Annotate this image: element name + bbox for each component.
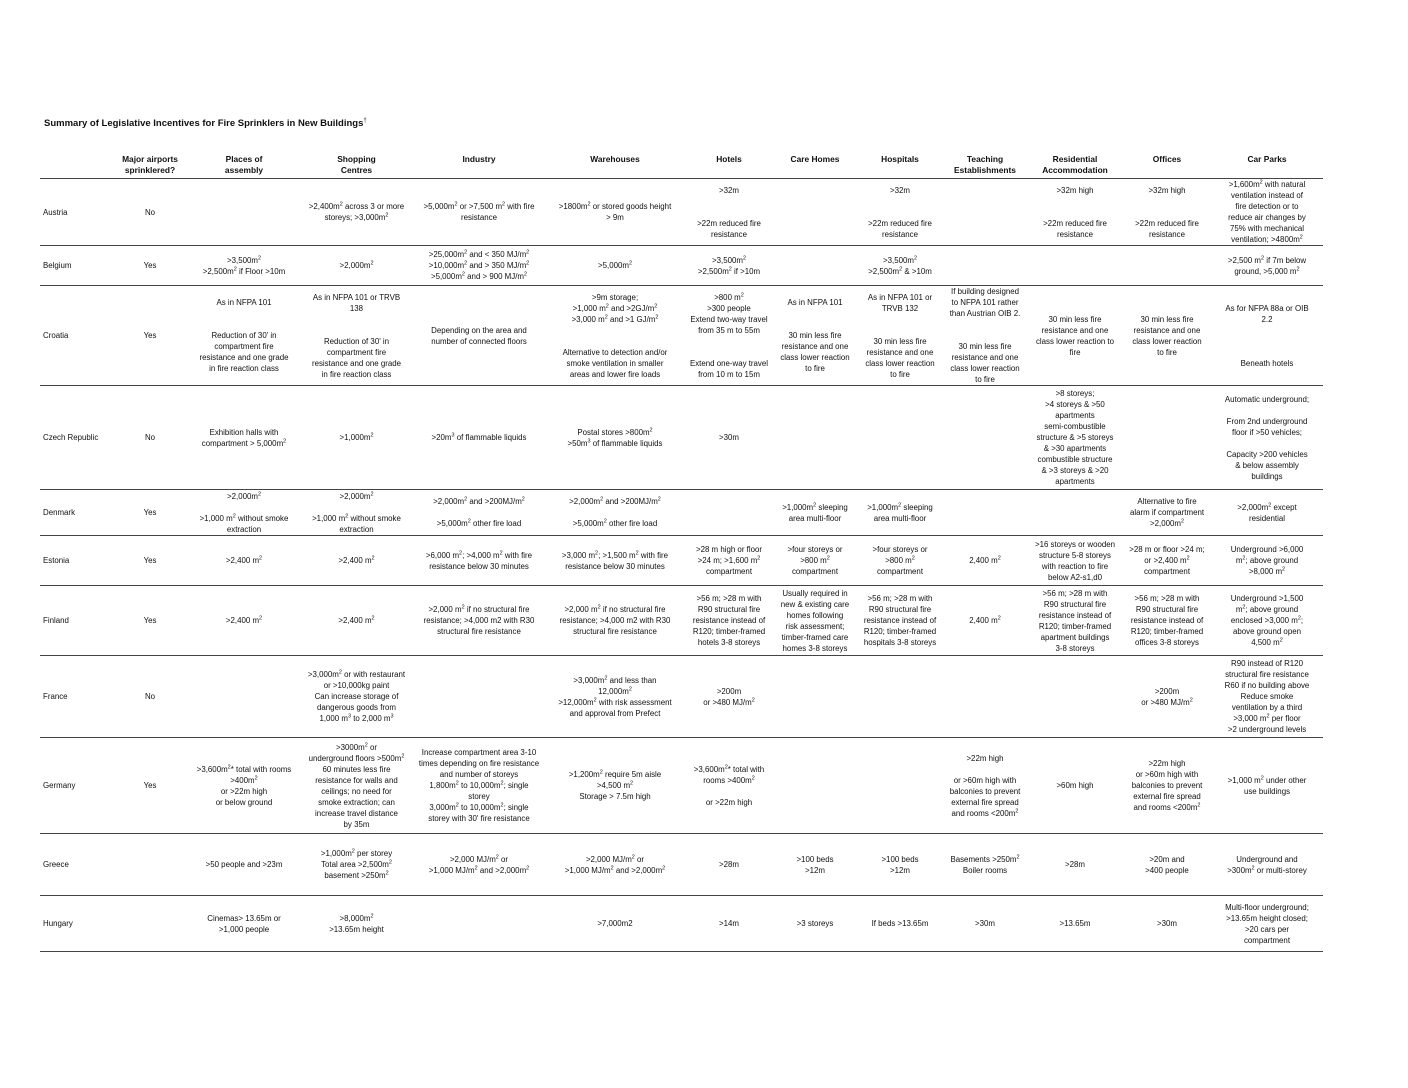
table-cell <box>545 179 685 246</box>
table-cell <box>1027 656 1123 738</box>
table-cell <box>773 834 857 896</box>
cell-text: >16 storeys or wooden structure 5-8 storeys with reaction to fire below A2-s1,d0 <box>1034 539 1116 582</box>
title-text: Summary of Legislative Incentives for Fire Sprinklers in New Buildings <box>44 118 364 129</box>
cell-text: Postal stores $>800m^2$ $>50m^3$ of flammable liquids <box>567 426 663 448</box>
table-cell <box>112 386 188 490</box>
cell-text: Yes <box>143 616 157 625</box>
cell-text: >28 m high or floor >24 m; >1,600 $m^2$ compartment <box>695 545 762 576</box>
country-cell: France <box>40 656 112 738</box>
cell-text: $>3,000m^2$ and less than $12,000m^2$ $>12,000m^2$ with risk assessment and approval from Prefect <box>558 674 672 718</box>
table-cell <box>1211 834 1323 896</box>
table-cell <box>1027 286 1123 386</box>
cell-text: >30m <box>719 433 739 442</box>
country-cell: Denmark <box>40 490 112 536</box>
table-cell <box>1027 386 1123 490</box>
cell-text: No <box>144 692 156 701</box>
cell-text: >2,400 $m^2$ <box>225 555 263 565</box>
cell-text: $>1,000m^2$ per storey Total area $>2,500m^2$ basement $>250m^2$ <box>320 848 393 880</box>
column-header: Residential Accommodation <box>1042 154 1108 175</box>
cell-text: >22m high or >60m high with balconies to prevent external fire spread and rooms $<200m^2$ <box>1131 759 1203 812</box>
table-cell <box>413 896 545 952</box>
table-cell <box>188 246 300 286</box>
table-cell <box>857 386 943 490</box>
cell-text: Underground and $>300m^2$ or multi-storey <box>1227 854 1307 875</box>
table-cell <box>943 246 1027 286</box>
title-footnote-mark: † <box>363 117 367 124</box>
cell-text: Yes <box>143 508 157 517</box>
table-cell <box>413 656 545 738</box>
cell-text: $>3,600m^2*$ total with rooms $>400m^2$ or >22m high or below ground <box>196 763 292 807</box>
cell-text: Basements $>250m^2$ Boiler rooms <box>950 853 1020 875</box>
table-cell <box>857 246 943 286</box>
cell-text: >3,000 $m^2$; >1,500 $m^2$ with fire resistance below 30 minutes <box>561 549 669 571</box>
cell-text: >four storeys or >800 $m^2$ compartment <box>787 545 843 576</box>
table-cell <box>1211 246 1323 286</box>
table-cell <box>1027 246 1123 286</box>
cell-text: $>2,000m^2$ and $>200MJ/m^2$ $>5,000m^2$ other fire load <box>433 496 525 528</box>
table-cell <box>1027 834 1123 896</box>
cell-text: $>1,000m^2$ sleeping area multi-floor <box>867 501 933 523</box>
country-cell: Germany <box>40 738 112 834</box>
cell-text: 2,400 $m^2$ <box>969 555 1001 565</box>
cell-text: >2,000 $m^2$ if no structural fire resistance; >4,000 m2 with R30 structural fire resistance <box>423 604 535 636</box>
country-cell: Finland <box>40 586 112 656</box>
cell-text: >6,000 $m^2$; >4,000 $m^2$ with fire resistance below 30 minutes <box>425 549 533 571</box>
cell-text: >2,400 $m^2$ <box>338 555 375 565</box>
table-cell <box>773 738 857 834</box>
table-cell <box>1123 246 1211 286</box>
table-row <box>40 386 1323 490</box>
cell-text: $>2,000m^2$ >1,000 $m^2$ without smoke extraction <box>199 490 289 534</box>
table-cell <box>1211 490 1323 536</box>
cell-text: >28m <box>719 860 739 869</box>
table-cell <box>300 834 413 896</box>
cell-text: As in NFPA 101 Reduction of 30' in compartment fire resistance and one grade in fire reaction class <box>199 298 289 373</box>
table-cell <box>857 179 943 246</box>
cell-text: Underground >6,000 $m^2$; above ground >8,000 $m^2$ <box>1230 545 1304 576</box>
cell-text: >7,000m2 <box>597 919 633 928</box>
cell-text: Increase compartment area 3-10 times depending on fire resistance and number of storeys $1,800m^2$ to $10,000m^2$; single storey $3,000m^2$ to $10,000m^2$; single storey with 30' fire resistance <box>418 748 540 823</box>
table-cell <box>1027 179 1123 246</box>
table-cell <box>188 656 300 738</box>
cell-text: >20m and >400 people <box>1145 854 1189 875</box>
cell-text: $>2,400m^2$ across 3 or more storeys; $>3,000m^2$ <box>308 201 405 222</box>
cell-text: >100 beds >12m <box>796 854 834 875</box>
table-cell <box>773 179 857 246</box>
cell-text: >32m high >22m reduced fire resistance <box>1043 185 1107 239</box>
table-cell <box>413 738 545 834</box>
cell-text: If beds >13.65m <box>871 919 929 928</box>
table-cell <box>857 738 943 834</box>
table-cell <box>773 536 857 586</box>
cell-text: >60m high <box>1056 781 1094 790</box>
table-cell <box>413 536 545 586</box>
table-cell <box>112 738 188 834</box>
cell-text: As for NFPA 88a or OIB 2.2 Beneath hotels <box>1225 303 1309 368</box>
table-cell <box>857 286 943 386</box>
table-cell <box>300 738 413 834</box>
table-cell <box>413 246 545 286</box>
cell-text: R90 instead of R120 structural fire resistance R60 if no building above Reduce smoke ventilation by a third >3,000 $m^2$ per floor >2 underground levels <box>1224 659 1310 734</box>
cell-text: >56 m; >28 m with R90 structural fire resistance instead of R120; timber-framed offices 3-8 storeys <box>1130 594 1204 647</box>
table-cell <box>1211 586 1323 656</box>
table-cell <box>1211 656 1323 738</box>
column-header: Places of assembly <box>224 154 264 175</box>
cell-text: >200m or >480 $MJ/m^2$ <box>1141 686 1193 707</box>
table-cell <box>545 738 685 834</box>
country-cell: Greece <box>40 834 112 896</box>
table-cell <box>685 656 773 738</box>
table-cell <box>943 286 1027 386</box>
cell-text: >14m <box>719 919 739 928</box>
cell-text: >100 beds >12m <box>881 854 919 875</box>
cell-text: >2,500 $m^2$ if 7m below ground, >5,000 $m^2$ <box>1227 254 1307 276</box>
table-cell <box>1123 586 1211 656</box>
table-row <box>40 896 1323 952</box>
table-cell <box>943 386 1027 490</box>
table-cell <box>300 179 413 246</box>
table-cell <box>112 586 188 656</box>
table-cell <box>545 490 685 536</box>
table-cell <box>300 656 413 738</box>
column-header: Industry <box>462 154 496 164</box>
cell-text: $>25,000m^2$ and < 350 $MJ/m^2$ $>10,000m^2$ and > 350 $MJ/m^2$ $>5,000m^2$ and > 900 $MJ/m^2$ <box>428 249 530 281</box>
cell-text: >3 storeys <box>796 919 834 928</box>
table-cell <box>773 286 857 386</box>
table-cell <box>685 386 773 490</box>
column-header: Offices <box>1152 154 1182 164</box>
cell-text: If building designed to NFPA 101 rather than Austrian OIB 2. 30 min less fire resistance and one class lower reaction to fire <box>949 287 1021 384</box>
cell-text: $>1,000m^2$ <box>339 432 374 442</box>
country-cell: Austria <box>40 179 112 246</box>
cell-text: 30 min less fire resistance and one class lower reaction to fire <box>1035 314 1115 357</box>
cell-text: No <box>144 433 156 442</box>
table-cell <box>773 586 857 656</box>
table-cell <box>1123 738 1211 834</box>
table-cell <box>188 386 300 490</box>
cell-text: Automatic underground; From 2nd underground floor if >50 vehicles; Capacity >200 vehicles & below assembly buildings <box>1224 394 1310 481</box>
table-cell <box>545 834 685 896</box>
table-cell <box>1027 490 1123 536</box>
table-cell <box>1211 286 1323 386</box>
table-cell <box>300 586 413 656</box>
country-cell: Belgium <box>40 246 112 286</box>
table-cell <box>1123 536 1211 586</box>
cell-text: Usually required in new & existing care homes following risk assessment; timber-framed care homes 3-8 storeys <box>780 588 850 653</box>
table-cell <box>300 536 413 586</box>
table-row <box>40 738 1323 834</box>
table-cell <box>943 896 1027 952</box>
table-cell <box>545 386 685 490</box>
table-cell <box>413 286 545 386</box>
cell-text: >28m <box>1065 860 1085 869</box>
cell-text: >200m or >480 $MJ/m^2$ <box>703 686 755 707</box>
table-body <box>40 179 1323 952</box>
table-cell <box>1211 896 1323 952</box>
cell-text: >2,000 $MJ/m^2$ or >1,000 $MJ/m^2$ and $>2,000m^2$ <box>564 853 666 875</box>
table-cell <box>943 738 1027 834</box>
table-cell <box>773 656 857 738</box>
country-cell: Estonia <box>40 536 112 586</box>
table-cell <box>1123 834 1211 896</box>
table-cell <box>112 490 188 536</box>
cell-text: $>3,500m^2$ $>2,500m^2$ & >10m <box>868 254 932 276</box>
cell-text: Yes <box>143 261 157 270</box>
cell-text: Depending on the area and number of connected floors <box>431 325 527 346</box>
country-cell: Hungary <box>40 896 112 952</box>
cell-text: $>2,000m^2$ and $>200MJ/m^2$ $>5,000m^2$ other fire load <box>569 496 661 528</box>
cell-text: $>1800m^2$ or stored goods height > 9m <box>558 201 672 222</box>
table-cell <box>112 536 188 586</box>
cell-text: Yes <box>143 331 157 340</box>
table-cell <box>685 286 773 386</box>
table-cell <box>773 490 857 536</box>
cell-text: >800 $m^2$ >300 people Extend two-way travel from 35 m to 55m Extend one-way travel from 10 m to 15m <box>689 291 769 379</box>
cell-text: Underground >1,500 $m^2$; above ground enclosed >3,000 $m^2$; above ground open 4,500 $m^2$ <box>1230 594 1304 647</box>
cell-text: $>5,000m^2$ or >7,500 $m^2$ with fire resistance <box>423 201 535 222</box>
table-cell <box>1211 536 1323 586</box>
cell-text: >56 m; >28 m with R90 structural fire resistance instead of R120; timber-framed hospitals 3-8 storeys <box>863 594 937 647</box>
cell-text: Multi-floor underground; >13.65m height closed; >20 cars per compartment <box>1225 902 1309 945</box>
cell-text: >9m storage; >1,000 $m^2$ and $>2GJ/m^2$ >3,000 $m^2$ and >1 $GJ/m^2$ Alternative to detection and/or smoke ventilation in smaller areas and lower fire loads <box>562 292 668 379</box>
column-header: Care Homes <box>790 154 840 164</box>
table-cell <box>300 490 413 536</box>
cell-text: $>1,000m^2$ sleeping area multi-floor <box>782 501 848 523</box>
table-cell <box>685 738 773 834</box>
table-cell <box>1123 286 1211 386</box>
cell-text: >30m <box>1157 919 1177 928</box>
table-cell <box>413 834 545 896</box>
table-cell <box>300 286 413 386</box>
table-cell <box>685 834 773 896</box>
cell-text: No <box>144 207 156 217</box>
table-cell <box>188 536 300 586</box>
incentives-table <box>40 152 1323 952</box>
cell-text: $>2,000m^2$ <box>339 260 374 270</box>
table-cell <box>857 536 943 586</box>
table-cell <box>112 896 188 952</box>
table-cell <box>685 490 773 536</box>
table-cell <box>413 490 545 536</box>
table-row <box>40 834 1323 896</box>
table-cell <box>943 586 1027 656</box>
cell-text: >56 m; >28 m with R90 structural fire resistance instead of R120; timber-framed apartment buildings 3-8 storeys <box>1038 588 1112 653</box>
cell-text: Yes <box>143 781 157 790</box>
table-cell <box>1027 738 1123 834</box>
cell-text: As in NFPA 101 30 min less fire resistance and one class lower reaction to fire <box>780 298 850 373</box>
table-row <box>40 536 1323 586</box>
cell-text: 2,400 $m^2$ <box>969 615 1001 625</box>
cell-text: $>5,000m^2$ <box>598 260 632 270</box>
cell-text: >2,400 $m^2$ <box>338 615 375 625</box>
table-cell <box>1123 179 1211 246</box>
table-cell <box>857 656 943 738</box>
table-cell <box>188 896 300 952</box>
table-cell <box>685 536 773 586</box>
table-cell <box>112 286 188 386</box>
cell-text: >32m >22m reduced fire resistance <box>697 185 761 239</box>
cell-text: >2,000 $m^2$ if no structural fire resistance; >4,000 m2 with R30 structural fire resistance <box>559 604 671 636</box>
cell-text: $>3,500m^2$ $>2,500m^2$ if >10m <box>697 254 761 276</box>
cell-text: >1,000 $m^2$ under other use buildings <box>1227 774 1307 796</box>
table-cell <box>685 586 773 656</box>
table-cell <box>857 586 943 656</box>
cell-text: Alternative to fire alarm if compartment $>2,000m^2$ <box>1129 497 1205 528</box>
cell-text: >2,400 $m^2$ <box>225 615 263 625</box>
table-cell <box>1123 896 1211 952</box>
table-cell <box>773 896 857 952</box>
table-row <box>40 586 1323 656</box>
cell-text: $>3,600m^2*$ total with rooms $>400m^2$ or >22m high <box>693 763 765 807</box>
cell-text: Exhibition halls with compartment > $5,000m^2$ <box>201 427 287 448</box>
table-cell <box>188 490 300 536</box>
table-cell <box>857 490 943 536</box>
table-cell <box>300 386 413 490</box>
table-cell <box>943 536 1027 586</box>
table-cell <box>857 896 943 952</box>
table-cell <box>112 656 188 738</box>
table-cell <box>300 246 413 286</box>
table-cell <box>1027 896 1123 952</box>
table-cell <box>685 179 773 246</box>
cell-text: As in NFPA 101 or TRVB 138 Reduction of 30' in compartment fire resistance and one grade in fire reaction class <box>311 292 402 379</box>
table-cell <box>188 586 300 656</box>
document-title <box>44 118 367 129</box>
table-cell <box>112 834 188 896</box>
cell-text: As in NFPA 101 or TRVB 132 30 min less fire resistance and one class lower reaction to fire <box>865 292 935 379</box>
cell-text: >32m >22m reduced fire resistance <box>868 185 932 239</box>
table-row <box>40 490 1323 536</box>
cell-text: $>2,000m^2$ except residential <box>1237 501 1297 523</box>
table-cell <box>545 246 685 286</box>
cell-text: Cinemas> 13.65m or >1,000 people <box>207 913 281 934</box>
column-header: Car Parks <box>1247 154 1287 164</box>
table-cell <box>413 586 545 656</box>
cell-text: $>1,600m^2$ with natural ventilation instead of fire detection or to reduce air changes by 75% with mechanical ventilation; $>4800m^2$ <box>1228 179 1306 244</box>
table-cell <box>545 586 685 656</box>
table-cell <box>857 834 943 896</box>
column-header: Warehouses <box>590 154 640 164</box>
table-cell <box>545 896 685 952</box>
cell-text: $>2,000m^2$ >1,000 $m^2$ without smoke extraction <box>312 490 401 534</box>
table-cell <box>188 738 300 834</box>
cell-text: $>3,000m^2$ or with restaurant or >10,000kg paint Can increase storage of dangerous goods from 1,000 $m^3$ to 2,000 $m^3$ <box>307 669 406 723</box>
table-cell <box>112 179 188 246</box>
table-cell <box>1211 179 1323 246</box>
cell-text: >50 people and >23m <box>205 860 283 869</box>
table-cell <box>1027 536 1123 586</box>
table-cell <box>1211 738 1323 834</box>
column-header: Hotels <box>716 154 742 164</box>
table-cell <box>545 536 685 586</box>
cell-text: >56 m; >28 m with R90 structural fire resistance instead of R120; timber-framed hotels 3-8 storeys <box>692 594 766 647</box>
table-cell <box>943 656 1027 738</box>
table-cell <box>943 179 1027 246</box>
cell-text: $>3,500m^2$ $>2,500m^2$ if Floor >10m <box>202 254 286 276</box>
table-header-row <box>40 152 1323 179</box>
cell-text: $>3000m^2$ or underground floors $>500m^2$ 60 minutes less fire resistance for walls and ceilings; no need for smoke extraction; can increase travel distance by 35m <box>308 741 405 829</box>
cell-text: $>8,000m^2$ >13.65m height <box>329 912 384 934</box>
cell-text: >28 m or floor >24 m; or >2,400 $m^2$ compartment <box>1129 545 1205 576</box>
cell-text: $>1,200m^2$ require 5m aisle >4,500 $m^2$ Storage > 7.5m high <box>568 769 662 801</box>
table-cell <box>112 246 188 286</box>
table-cell <box>413 179 545 246</box>
table-cell <box>685 246 773 286</box>
table-row <box>40 179 1323 246</box>
table-cell <box>545 656 685 738</box>
column-header: Teaching Establishments <box>954 154 1016 175</box>
cell-text: $>20m^3$ of flammable liquids <box>431 432 527 442</box>
column-header: Shopping Centres <box>337 154 376 175</box>
cell-text: >32m high >22m reduced fire resistance <box>1135 185 1199 239</box>
table-cell <box>300 896 413 952</box>
country-cell: Croatia <box>40 286 112 386</box>
country-cell: Czech Republic <box>40 386 112 490</box>
cell-text: >2,000 $MJ/m^2$ or >1,000 $MJ/m^2$ and $>2,000m^2$ <box>428 853 530 875</box>
table-cell <box>773 246 857 286</box>
table-row <box>40 656 1323 738</box>
table-cell <box>685 896 773 952</box>
table-cell <box>1211 386 1323 490</box>
column-header <box>40 152 112 179</box>
table-cell <box>1123 656 1211 738</box>
table-row <box>40 286 1323 386</box>
cell-text: Yes <box>143 556 157 565</box>
cell-text: >13.65m <box>1059 919 1091 928</box>
column-header: Hospitals <box>881 154 919 164</box>
column-header: Major airports sprinklered? <box>122 154 178 175</box>
table-cell <box>1123 490 1211 536</box>
table-cell <box>188 179 300 246</box>
table-cell <box>188 286 300 386</box>
cell-text: 30 min less fire resistance and one class lower reaction to fire <box>1132 314 1202 357</box>
cell-text: >22m high or >60m high with balconies to prevent external fire spread and rooms $<200m^2$ <box>949 753 1021 818</box>
cell-text: >four storeys or >800 $m^2$ compartment <box>872 545 928 576</box>
table-cell <box>1027 586 1123 656</box>
table-cell <box>1123 386 1211 490</box>
table-cell <box>545 286 685 386</box>
table-cell <box>943 490 1027 536</box>
cell-text: >8 storeys; >4 storeys & >50 apartments semi-combustible structure & >5 storeys & >30 apartments combustible structure & >3 storeys & >20 apartments <box>1036 389 1114 486</box>
table-cell <box>413 386 545 490</box>
table-cell <box>188 834 300 896</box>
table-row <box>40 246 1323 286</box>
table-cell <box>943 834 1027 896</box>
cell-text: >30m <box>975 919 995 928</box>
table-cell <box>773 386 857 490</box>
